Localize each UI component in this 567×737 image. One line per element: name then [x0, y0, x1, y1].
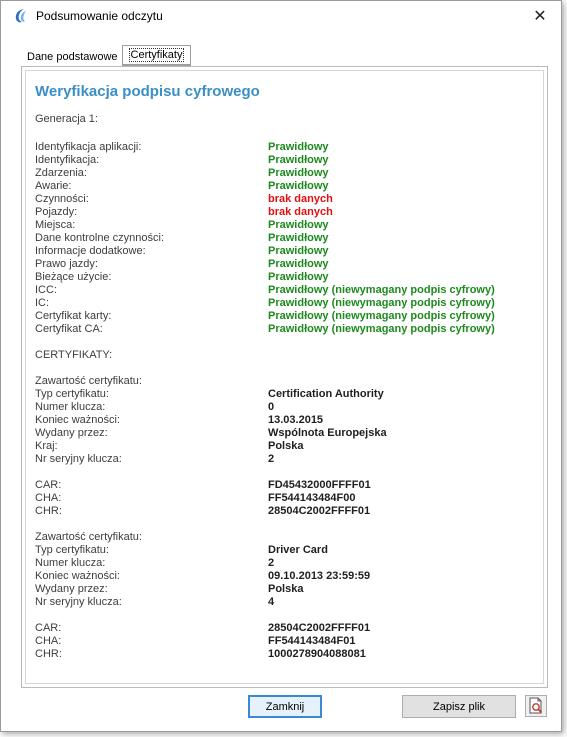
tab-panel: [21, 66, 548, 688]
row-label: Certyfikat CA:: [35, 323, 103, 335]
row-label: Certyfikat karty:: [35, 310, 112, 322]
row-label: Wydany przez:: [35, 427, 108, 439]
row-label: Nr seryjny klucza:: [35, 453, 122, 465]
row-label: Bieżące użycie:: [35, 271, 112, 283]
tab-bar: [23, 44, 191, 66]
row-label: Identyfikacja aplikacji:: [35, 141, 142, 153]
print-preview-button[interactable]: [525, 695, 547, 717]
row-value: Polska: [268, 583, 304, 595]
row-value: Prawidłowy: [268, 154, 329, 166]
row-label: Zdarzenia:: [35, 167, 87, 179]
row-value: Prawidłowy: [268, 167, 329, 179]
row-value: 2: [268, 453, 275, 465]
row-label: CHR:: [35, 648, 62, 660]
row-value: 28504C2002FFFF01: [268, 622, 371, 634]
row-label: Identyfikacja:: [35, 154, 100, 166]
row-label: Wydany przez:: [35, 583, 108, 595]
row-label: Czynności:: [35, 193, 89, 205]
window-title: Podsumowanie odczytu: [36, 9, 163, 23]
row-label: CAR:: [35, 479, 62, 491]
row-label: Nr seryjny klucza:: [35, 596, 122, 608]
row-label: ICC:: [35, 284, 57, 296]
close-icon[interactable]: ✕: [533, 8, 547, 25]
row-value: Prawidłowy: [268, 271, 329, 283]
row-label: Numer klucza:: [35, 401, 106, 413]
row-label: Miejsca:: [35, 219, 76, 231]
row-value: Prawidłowy: [268, 258, 329, 270]
row-label: IC:: [35, 297, 50, 309]
row-label: Pojazdy:: [35, 206, 78, 218]
row-value: Prawidłowy (niewymagany podpis cyfrowy): [268, 323, 495, 335]
row-value: Certification Authority: [268, 388, 384, 400]
row-label: Informacje dodatkowe:: [35, 245, 146, 257]
print-preview-icon: [526, 696, 546, 716]
row-value: Polska: [268, 440, 304, 452]
tab-certificates-label: Certyfikaty: [130, 49, 183, 61]
row-label: Numer klucza:: [35, 557, 106, 569]
close-button[interactable]: Zamknij: [248, 695, 322, 718]
row-label: Kraj:: [35, 440, 58, 452]
row-label: Koniec ważności:: [35, 414, 120, 426]
row-label: Typ certyfikatu:: [35, 544, 109, 556]
row-label: CHA:: [35, 635, 62, 647]
row-value: 1000278904088081: [268, 648, 366, 660]
row-value: Prawidłowy (niewymagany podpis cyfrowy): [268, 284, 495, 296]
row-label: Dane kontrolne czynności:: [35, 232, 165, 244]
certificates-header-label: CERTYFIKATY:: [35, 349, 113, 361]
row-value: 28504C2002FFFF01: [268, 505, 371, 517]
row-value: Prawidłowy: [268, 232, 329, 244]
row-label: Awarie:: [35, 180, 72, 192]
row-value: 2: [268, 557, 275, 569]
title-bar: [1, 1, 561, 31]
save-file-button[interactable]: Zapisz plik: [402, 695, 516, 718]
row-value: 0: [268, 401, 275, 413]
row-value: Wspólnota Europejska: [268, 427, 387, 439]
row-value: FF544143484F01: [268, 635, 356, 647]
row-label: Koniec ważności:: [35, 570, 120, 582]
row-value: Prawidłowy (niewymagany podpis cyfrowy): [268, 310, 495, 322]
generation-label: Generacja 1:: [35, 113, 98, 125]
row-label: Prawo jazdy:: [35, 258, 98, 270]
row-value: Prawidłowy: [268, 141, 329, 153]
row-value: 4: [268, 596, 275, 608]
row-label: CHA:: [35, 492, 62, 504]
report-content[interactable]: [25, 70, 544, 684]
page-title: Weryfikacja podpisu cyfrowego: [35, 83, 260, 100]
row-value: Driver Card: [268, 544, 328, 556]
row-value: Prawidłowy: [268, 180, 329, 192]
row-label: Zawartość certyfikatu:: [35, 375, 142, 387]
row-value: FD45432000FFFF01: [268, 479, 371, 491]
row-value: 09.10.2013 23:59:59: [268, 570, 371, 582]
row-label: Zawartość certyfikatu:: [35, 531, 142, 543]
tab-basic-data[interactable]: Dane podstawowe: [27, 51, 118, 63]
row-label: CAR:: [35, 622, 62, 634]
app-logo-icon: [13, 8, 29, 24]
row-value: FF544143484F00: [268, 492, 356, 504]
row-label: Typ certyfikatu:: [35, 388, 109, 400]
row-value: brak danych: [268, 193, 333, 205]
row-value: brak danych: [268, 206, 333, 218]
tab-certificates[interactable]: [122, 45, 192, 67]
row-label: CHR:: [35, 505, 62, 517]
row-value: Prawidłowy (niewymagany podpis cyfrowy): [268, 297, 495, 309]
row-value: 13.03.2015: [268, 414, 324, 426]
row-value: Prawidłowy: [268, 245, 329, 257]
row-value: Prawidłowy: [268, 219, 329, 231]
